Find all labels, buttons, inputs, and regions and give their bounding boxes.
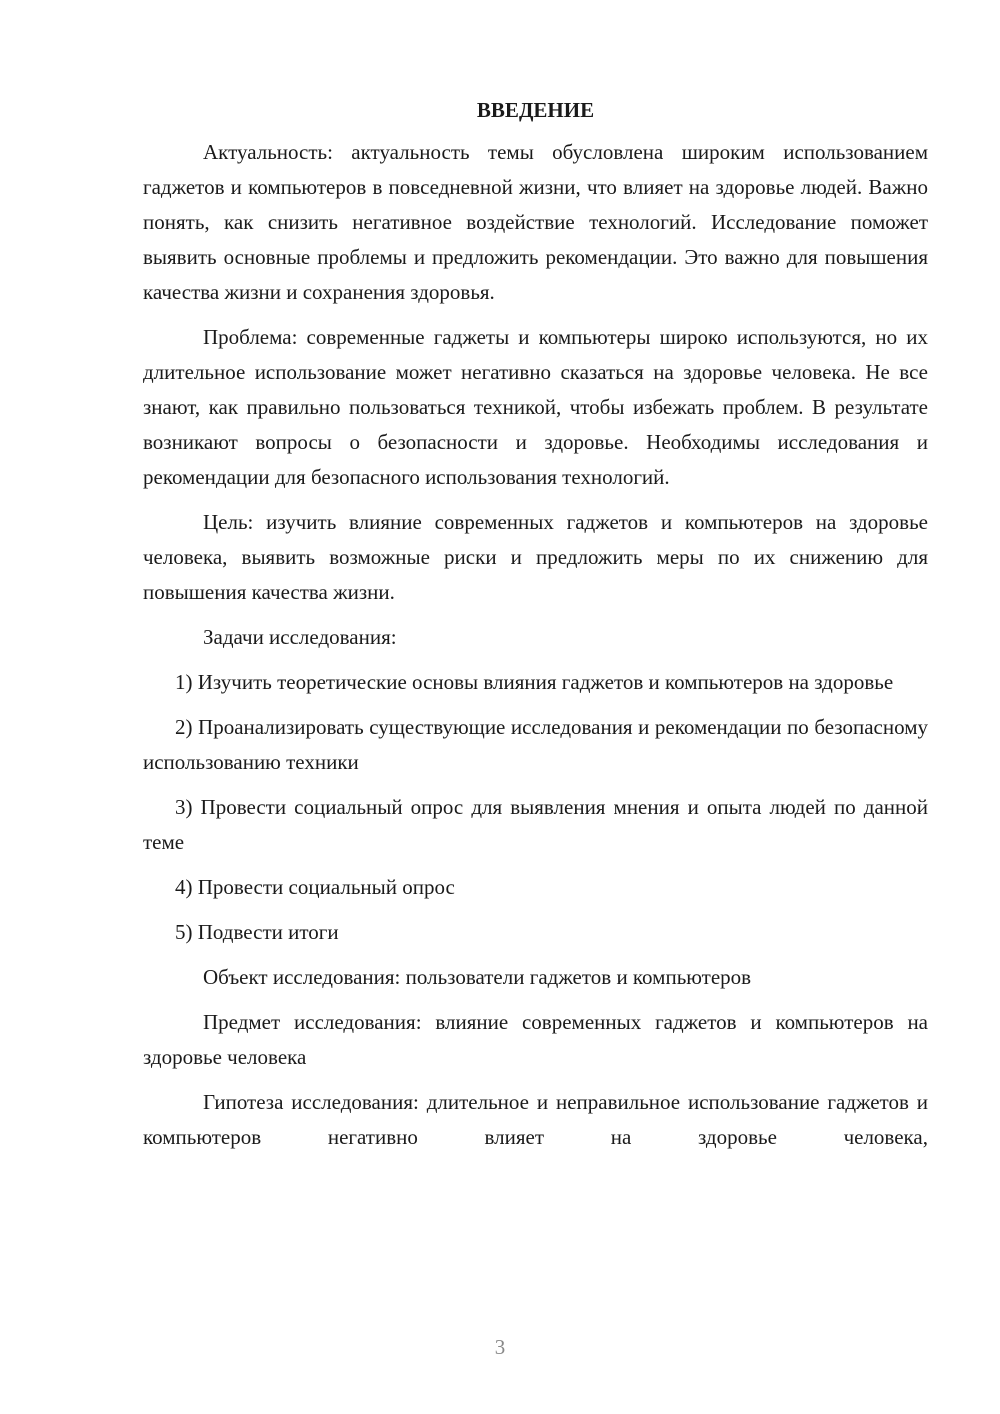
task-item-1: 1) Изучить теоретические основы влияния гаджетов и компьютеров на здоровье [175, 670, 894, 694]
task-item-2: 2) Проанализировать существующие исследования и рекомендации по безопасному использованию техники [143, 715, 928, 774]
goal-paragraph: Цель: изучить влияние современных гаджетов и компьютеров на здоровье человека, выявить возможные риски и предложить меры по их снижению для повышения качества жизни. [143, 510, 928, 604]
subject-paragraph: Предмет исследования: влияние современных гаджетов и компьютеров на здоровье человека [143, 1010, 928, 1069]
tasks-heading: Задачи исследования: [203, 625, 397, 649]
task-item-4: 4) Провести социальный опрос [175, 875, 455, 899]
page-content [143, 93, 928, 1155]
object-paragraph: Объект исследования: пользователи гаджетов и компьютеров [203, 965, 752, 989]
problem-paragraph: Проблема: современные гаджеты и компьютеры широко используются, но их длительное использование может негативно сказаться на здоровье человека. Не все знают, как правильно пользоваться техникой, чтобы избежать проблем. В результате возникают вопросы о безопасности и здоровье. Необходимы исследования и рекомендации для безопасного использования технологий. [143, 325, 928, 489]
section-title: ВВЕДЕНИЕ [476, 98, 595, 122]
task-item-3: 3) Провести социальный опрос для выявления мнения и опыта людей по данной теме [143, 795, 928, 854]
page-number: 3 [494, 1335, 506, 1359]
relevance-paragraph: Актуальность: актуальность темы обусловлена широким использованием гаджетов и компьютеров в повседневной жизни, что влияет на здоровье людей. Важно понять, как снизить негативное воздействие технологий. Исследование поможет выявить основные проблемы и предложить рекомендации. Это важно для повышения качества жизни и сохранения здоровья. [143, 140, 928, 304]
task-item-5: 5) Подвести итоги [175, 920, 339, 944]
hypothesis-paragraph: Гипотеза исследования: длительное и неправильное использование гаджетов и компьютеров негативно влияет на здоровье человека, [143, 1090, 928, 1149]
